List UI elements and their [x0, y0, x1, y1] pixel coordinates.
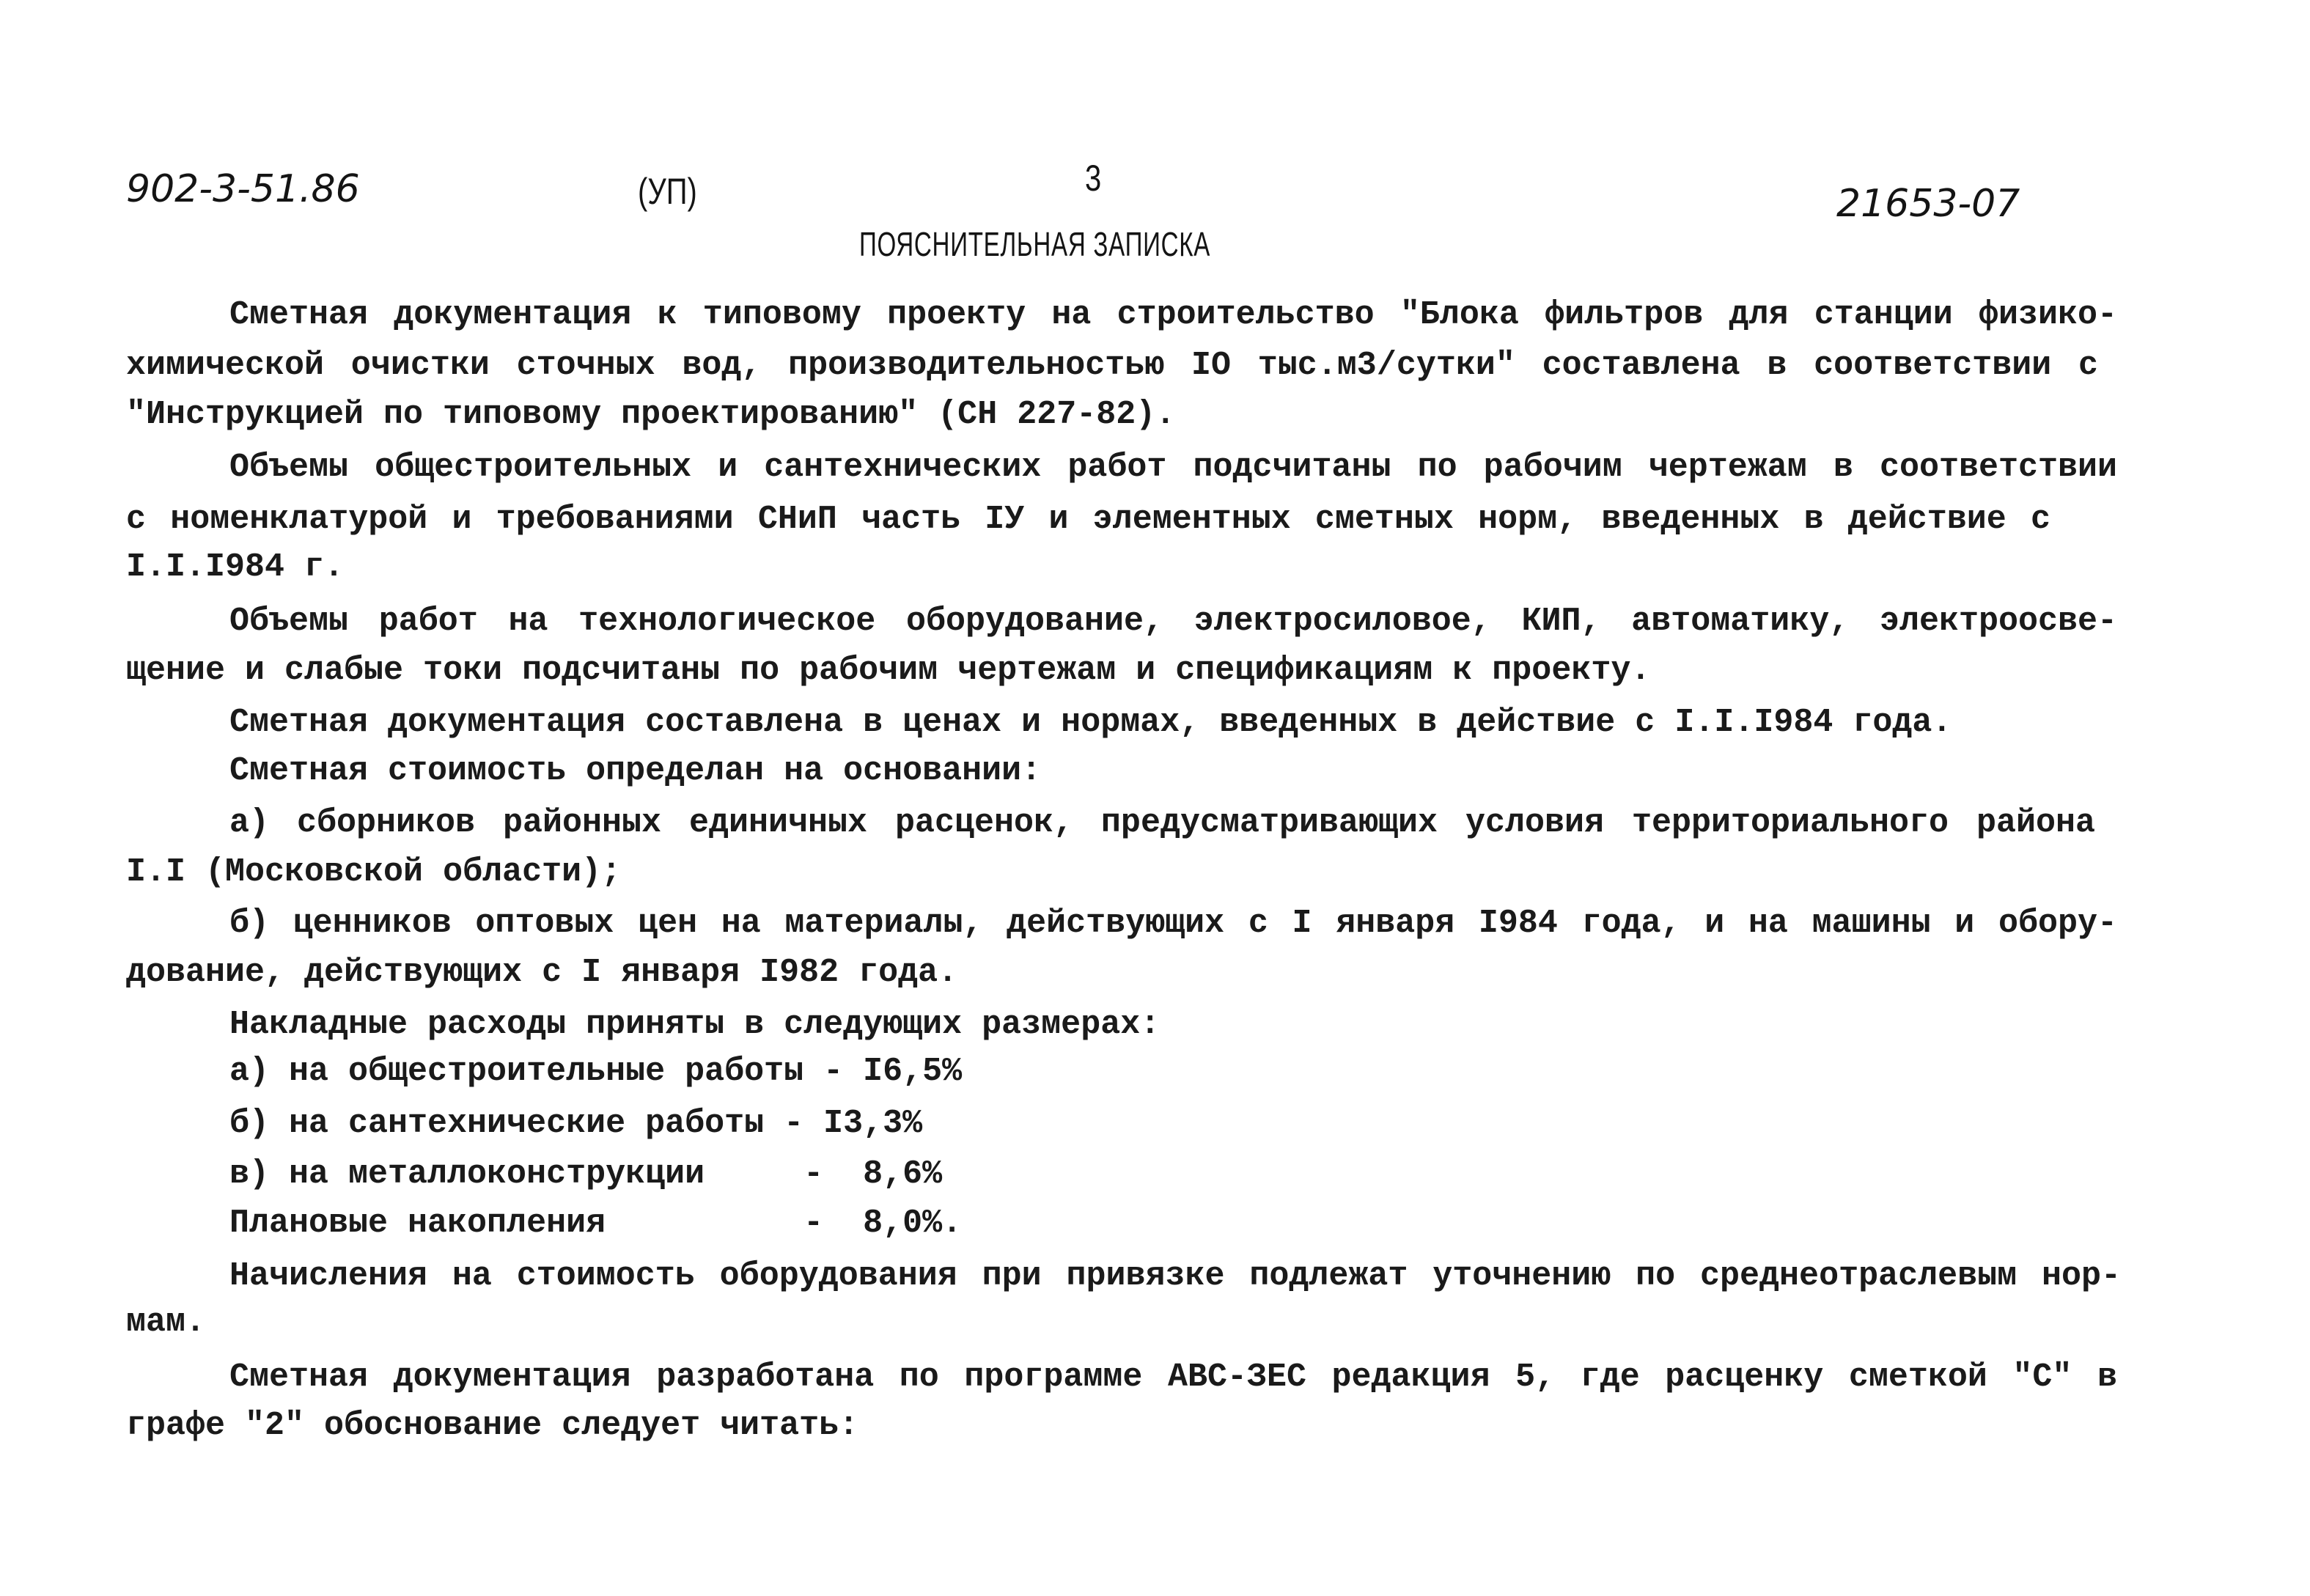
doc-code: 902-3-51.86 [126, 167, 360, 211]
text-line: химической очистки сточных вод, производительностью IO тыс.м3/сутки" составлена в соответствии с [126, 347, 2098, 384]
text-line: дование, действующих с I января I982 года. [126, 954, 958, 991]
overhead-item: Плановые накопления - 8,0%. [229, 1205, 963, 1242]
text-line: Начисления на стоимость оборудования при привязке подлежат уточнению по среднеотраслевым нор- [229, 1257, 2121, 1295]
text-line: а) сборников районных единичных расценок, предусматривающих условия территориального района [229, 804, 2095, 842]
text-line: графе "2" обоснование следует читать: [126, 1407, 859, 1444]
text-line: с номенклатурой и требованиями СНиП часть IУ и элементных сметных норм, введенных в действие с [126, 501, 2050, 538]
overhead-item: в) на металлоконструкции - 8,6% [229, 1155, 943, 1193]
text-line: Сметная документация к типовому проекту на строительство "Блока фильтров для станции физико- [229, 296, 2117, 334]
page-number: 3 [1085, 158, 1102, 199]
inventory-number: 21653-07 [1836, 182, 2020, 226]
overhead-item: а) на общестроительные работы - I6,5% [229, 1053, 963, 1090]
overhead-item: б) на сантехнические работы - I3,3% [229, 1105, 923, 1142]
text-line: мам. [126, 1303, 206, 1341]
text-line: I.I (Московской области); [126, 853, 622, 891]
text-line: Сметная стоимость определан на основании: [229, 752, 1042, 790]
text-line: щение и слабые токи подсчитаны по рабочим чертежам и спецификациям к проекту. [126, 652, 1651, 689]
text-line: Объемы работ на технологическое оборудование, электросиловое, КИП, автоматику, электроосве- [229, 603, 2117, 640]
text-line: I.I.I984 г. [126, 548, 345, 586]
text-line: Сметная документация разработана по программе АВС-ЗЕС редакция 5, где расценку сметкой "С" в [229, 1358, 2117, 1396]
text-line: Объемы общестроительных и сантехнических работ подсчитаны по рабочим чертежам в соответствии [229, 449, 2117, 486]
text-line: Накладные расходы приняты в следующих размерах: [229, 1006, 1160, 1043]
page-title: ПОЯСНИТЕЛЬНАЯ ЗАПИСКА [859, 225, 1211, 263]
section-code: (УП) [638, 171, 697, 212]
text-line: Сметная документация составлена в ценах и нормах, введенных в действие с I.I.I984 года. [229, 704, 1952, 741]
text-line: б) ценников оптовых цен на материалы, действующих с I января I984 года, и на машины и обору- [229, 905, 2117, 942]
text-line: "Инструкцией по типовому проектированию" (СН 227-82). [126, 396, 1176, 433]
